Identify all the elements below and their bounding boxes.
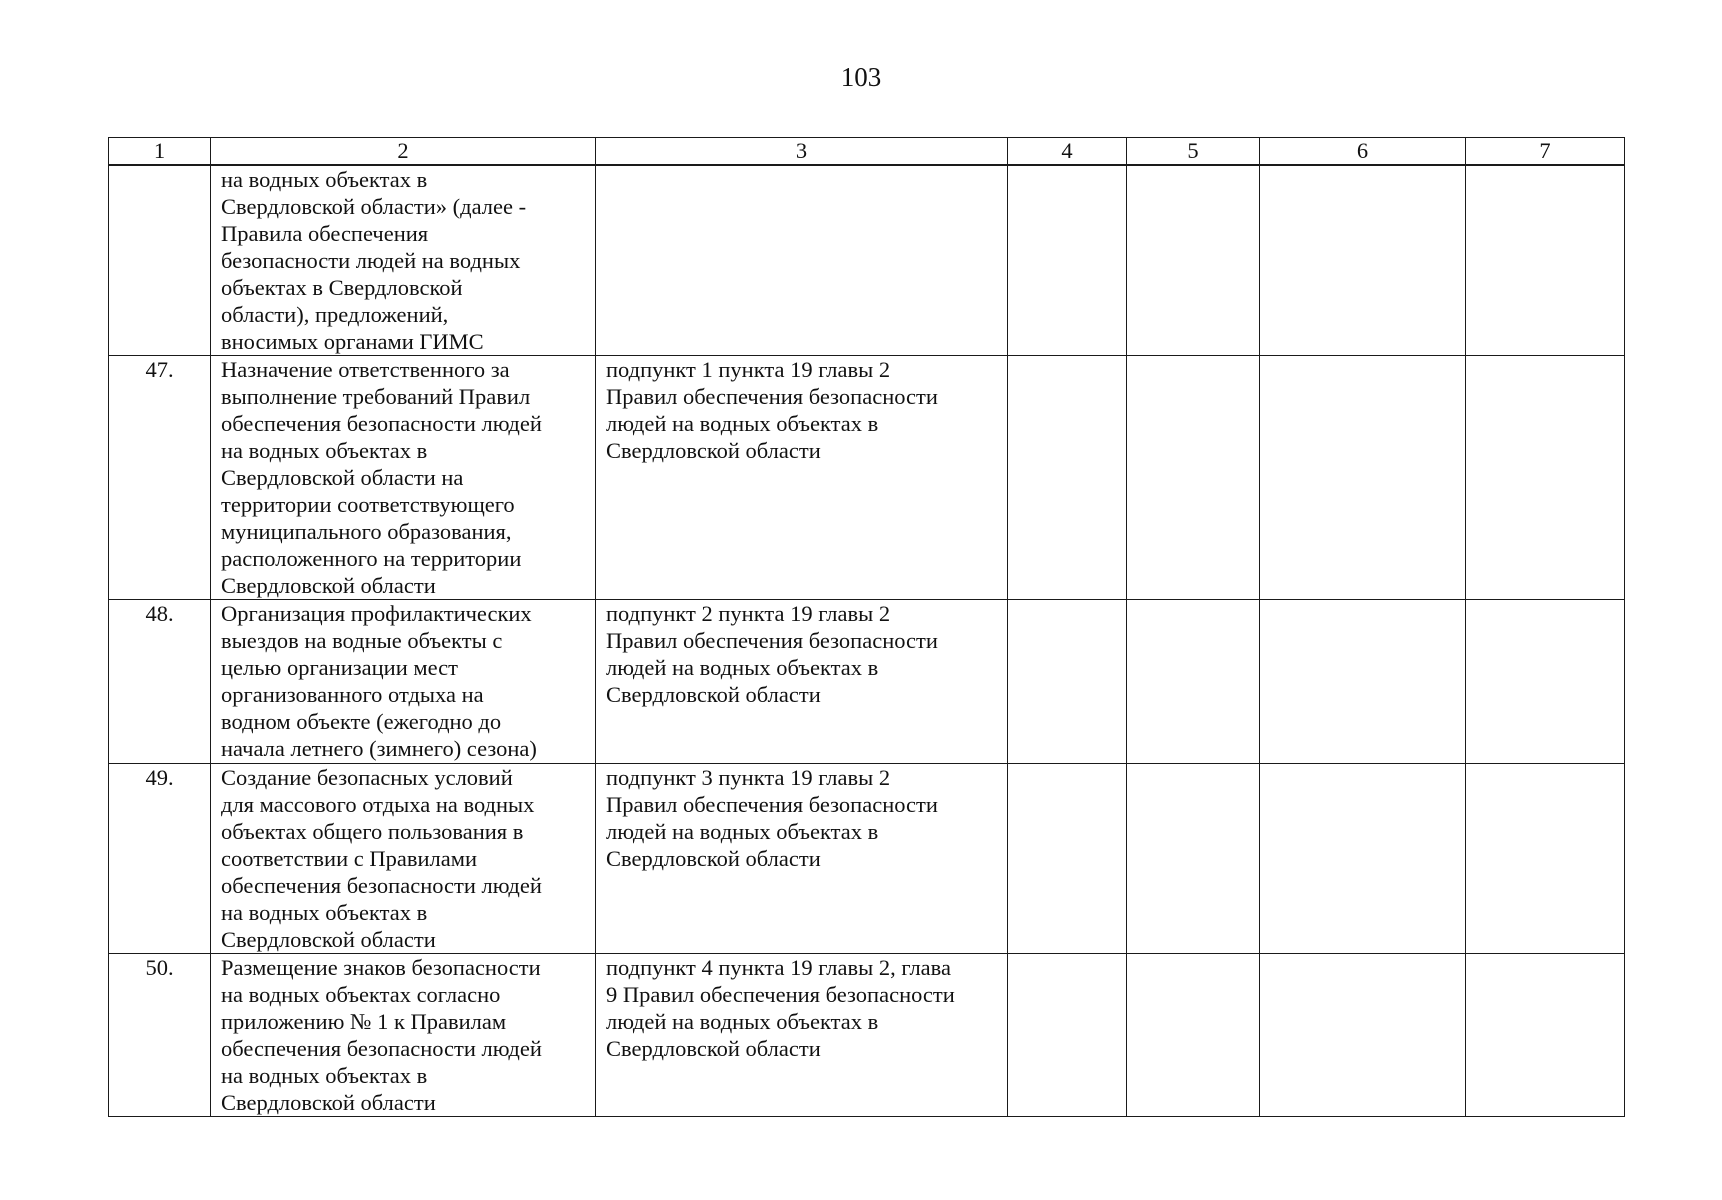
table-cell	[1127, 764, 1260, 954]
table-cell	[1466, 764, 1625, 954]
table-row	[109, 600, 1625, 764]
table-cell	[1008, 764, 1127, 954]
table-cell	[1260, 356, 1466, 600]
row-number	[109, 165, 211, 356]
column-header: 4	[1008, 138, 1127, 166]
page-number: 103	[840, 62, 882, 92]
table-cell	[1466, 600, 1625, 764]
table-cell	[1008, 356, 1127, 600]
table-cell	[1008, 954, 1127, 1117]
table-cell	[1466, 954, 1625, 1117]
row-number: 50.	[109, 954, 211, 1117]
table-cell	[1260, 600, 1466, 764]
row-number: 49.	[109, 764, 211, 954]
column-header: 2	[211, 138, 596, 166]
column-header: 1	[109, 138, 211, 166]
legal-reference: подпункт 2 пункта 19 главы 2 Правил обеспечения безопасности людей на водных объектах в Свердловской области	[596, 600, 1008, 764]
table-cell	[1127, 600, 1260, 764]
legal-reference: подпункт 4 пункта 19 главы 2, глава 9 Правил обеспечения безопасности людей на водных объектах в Свердловской области	[596, 954, 1008, 1117]
column-header: 6	[1260, 138, 1466, 166]
table-row	[109, 954, 1625, 1117]
table-row	[109, 356, 1625, 600]
table-cell	[1008, 165, 1127, 356]
table-body	[109, 165, 1625, 1117]
requirement-text: Организация профилактических выездов на водные объекты с целью организации мест организованного отдыха на водном объекте (ежегодно до начала летнего (зимнего) сезона)	[211, 600, 596, 764]
requirement-text: Назначение ответственного за выполнение требований Правил обеспечения безопасности людей на водных объектах в Свердловской области на территории соответствующего муниципального образования, расположенного на территории Свердловской области	[211, 356, 596, 600]
legal-reference	[596, 165, 1008, 356]
table-cell	[1127, 356, 1260, 600]
header-row	[109, 138, 1625, 166]
row-number: 48.	[109, 600, 211, 764]
row-number: 47.	[109, 356, 211, 600]
table-cell	[1127, 954, 1260, 1117]
table-cell	[1466, 165, 1625, 356]
table-cell	[1260, 764, 1466, 954]
column-header: 7	[1466, 138, 1625, 166]
table-cell	[1008, 600, 1127, 764]
requirement-text: Размещение знаков безопасности на водных объектах согласно приложению № 1 к Правилам обеспечения безопасности людей на водных объектах в Свердловской области	[211, 954, 596, 1117]
requirements-table	[108, 137, 1625, 1117]
table-row	[109, 165, 1625, 356]
column-header: 5	[1127, 138, 1260, 166]
table-cell	[1127, 165, 1260, 356]
legal-reference: подпункт 3 пункта 19 главы 2 Правил обеспечения безопасности людей на водных объектах в Свердловской области	[596, 764, 1008, 954]
column-header: 3	[596, 138, 1008, 166]
table-row	[109, 764, 1625, 954]
table-header	[109, 138, 1625, 166]
table-cell	[1466, 356, 1625, 600]
requirement-text: на водных объектах в Свердловской области» (далее - Правила обеспечения безопасности людей на водных объектах в Свердловской области), предложений, вносимых органами ГИМС	[211, 165, 596, 356]
requirement-text: Создание безопасных условий для массового отдыха на водных объектах общего пользования в соответствии с Правилами обеспечения безопасности людей на водных объектах в Свердловской области	[211, 764, 596, 954]
table-cell	[1260, 954, 1466, 1117]
legal-reference: подпункт 1 пункта 19 главы 2 Правил обеспечения безопасности людей на водных объектах в Свердловской области	[596, 356, 1008, 600]
table-cell	[1260, 165, 1466, 356]
